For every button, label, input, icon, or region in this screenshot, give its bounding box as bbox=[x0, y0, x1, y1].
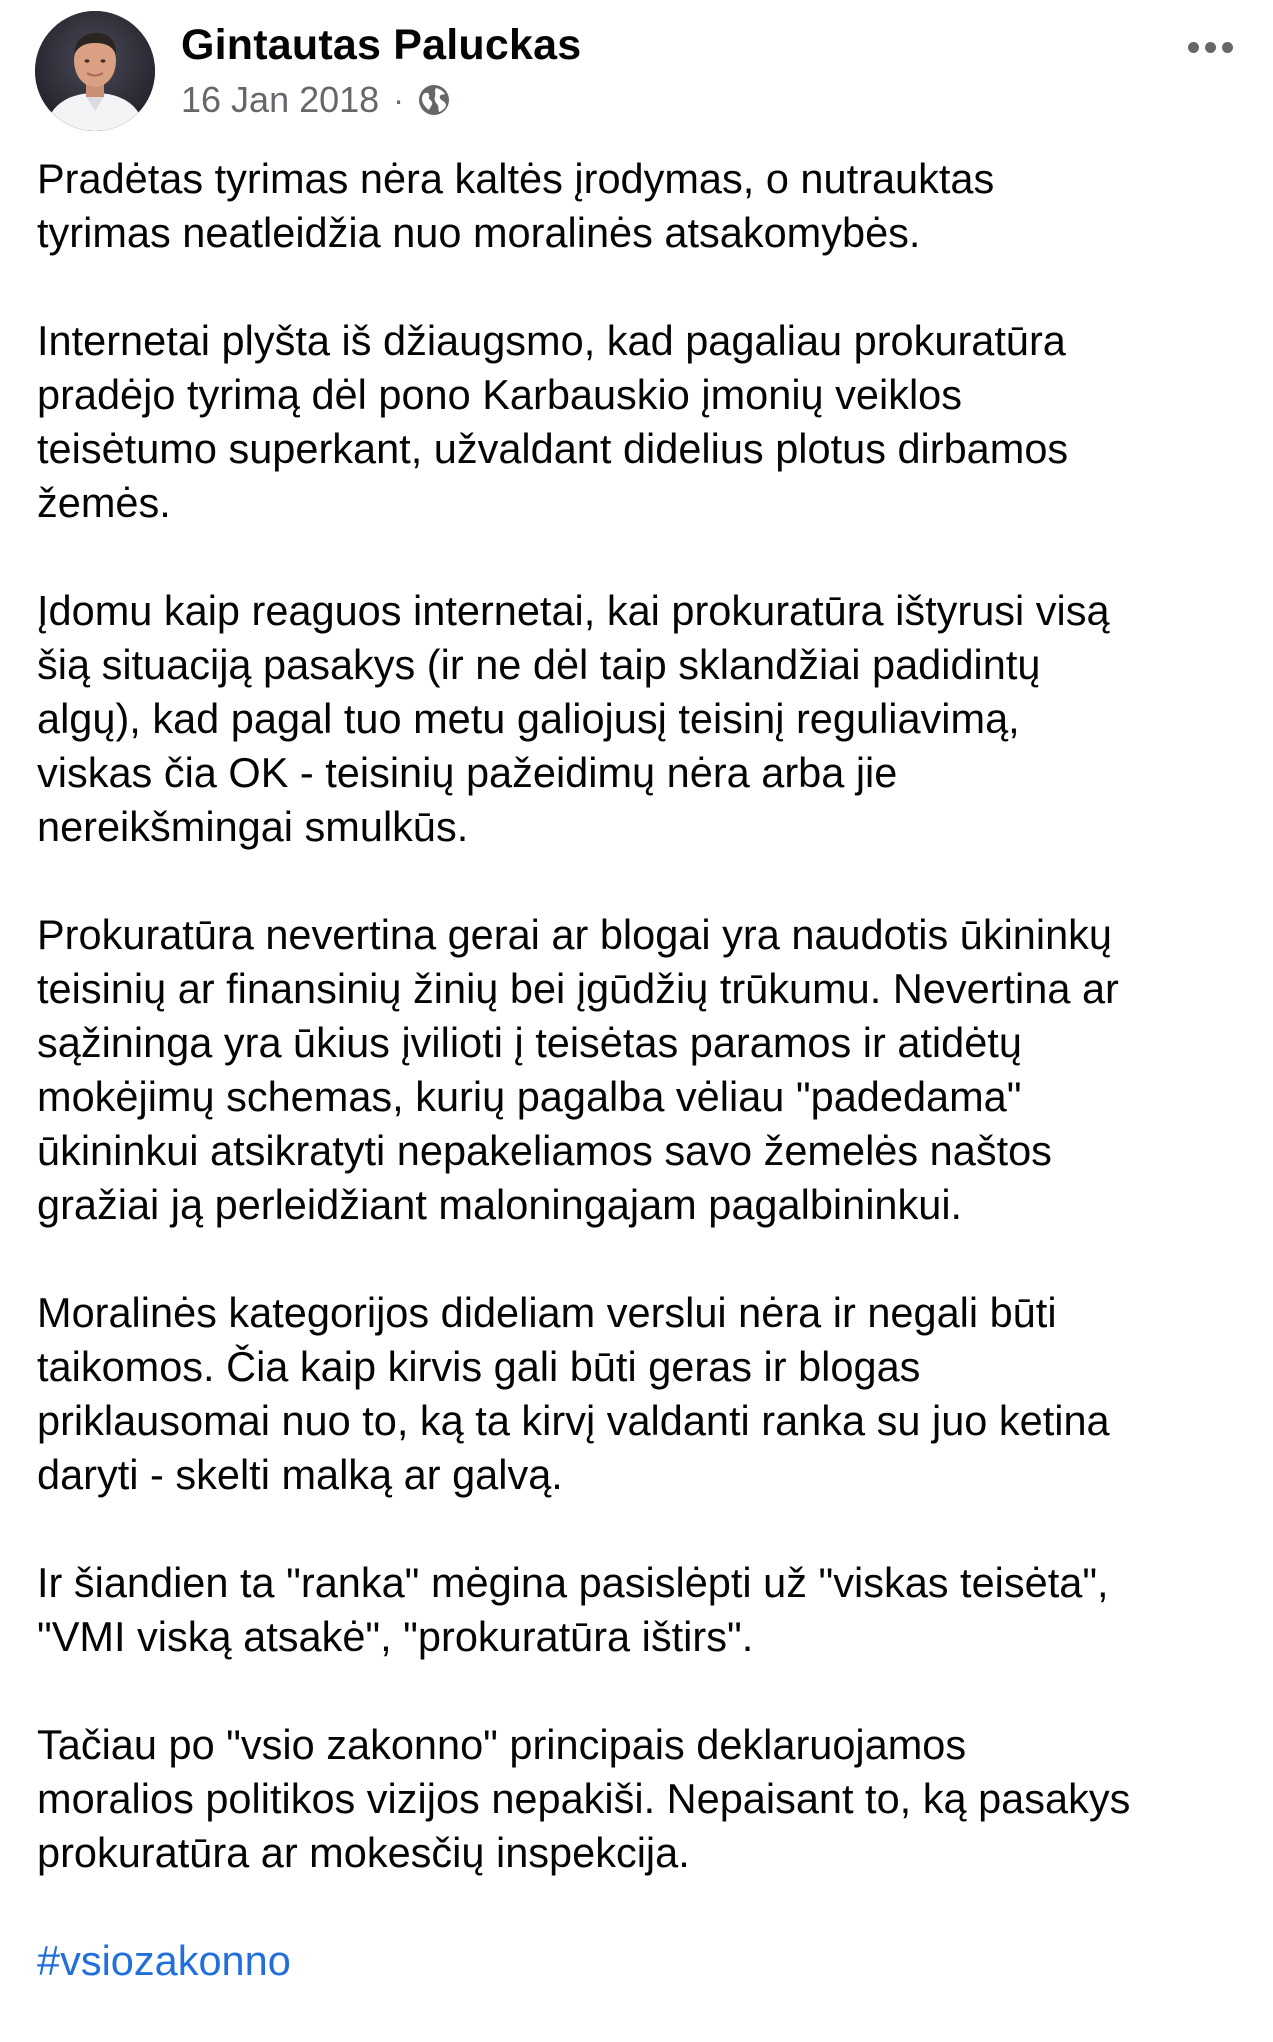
post-paragraph: Moralinės kategorijos dideliam verslui nėra ir negali būti taikomos. Čia kaip kirvis gali būti geras ir blogas priklausomai nuo to, ką ta kirvį valdanti ranka su juo ketina daryti - skelti malką ar galvą. bbox=[37, 1289, 1110, 1498]
post-paragraph: Pradėtas tyrimas nėra kaltės įrodymas, o nutrauktas tyrimas neatleidžia nuo moralinės atsakomybės. bbox=[37, 155, 995, 256]
post-paragraph: Ir šiandien ta "ranka" mėgina pasislėpti už "viskas teisėta", "VMI viską atsakė", "prokuratūra ištirs". bbox=[37, 1559, 1109, 1660]
post-meta bbox=[181, 79, 452, 121]
more-dot bbox=[1222, 42, 1233, 53]
more-options-button[interactable] bbox=[1175, 27, 1245, 67]
hashtag-line bbox=[37, 1934, 1252, 1988]
meta-separator: · bbox=[393, 81, 404, 118]
post-paragraph: Įdomu kaip reaguos internetai, kai prokuratūra ištyrusi visą šią situaciją pasakys (ir ne dėl taip sklandžiai padidintų algų), kad pagal tuo metu galiojusį teisinį reguliavimą, viskas čia OK - teisinių pažeidimų nėra arba jie nereikšmingai smulkūs. bbox=[37, 587, 1110, 850]
post-paragraph: Prokuratūra nevertina gerai ar blogai yra naudotis ūkininkų teisinių ar finansinių žinių bei įgūdžių trūkumu. Nevertina ar sąžininga yra ūkius įvilioti į teisėtas paramos ir atidėtų mokėjimų schemas, kurių pagalba vėliau "padedama" ūkininkui atsikratyti nepakeliamos savo žemelės naštos gražiai ją perleidžiant maloningajam pagalbininkui. bbox=[37, 911, 1119, 1228]
more-dot bbox=[1205, 42, 1216, 53]
post-paragraph: Internetai plyšta iš džiaugsmo, kad pagaliau prokuratūra pradėjo tyrimą dėl pono Karbauskio įmonių veiklos teisėtumo superkant, užvaldant didelius plotus dirbamos žemės. bbox=[37, 317, 1069, 526]
author-avatar[interactable] bbox=[35, 11, 155, 131]
hashtag-link[interactable]: #vsiozakonno bbox=[37, 1937, 291, 1984]
post-header bbox=[35, 11, 1245, 131]
post-paragraph: Tačiau po "vsio zakonno" principais deklaruojamos moralios politikos vizijos nepakiši. Nepaisant to, ką pasakys prokuratūra ar mokesčių inspekcija. bbox=[37, 1721, 1131, 1876]
avatar-photo bbox=[35, 11, 155, 131]
author-name[interactable]: Gintautas Paluckas bbox=[181, 21, 582, 69]
post-date[interactable]: 16 Jan 2018 bbox=[181, 79, 380, 120]
post-body bbox=[37, 152, 1252, 2042]
more-dot bbox=[1188, 42, 1199, 53]
globe-icon[interactable] bbox=[416, 82, 452, 118]
